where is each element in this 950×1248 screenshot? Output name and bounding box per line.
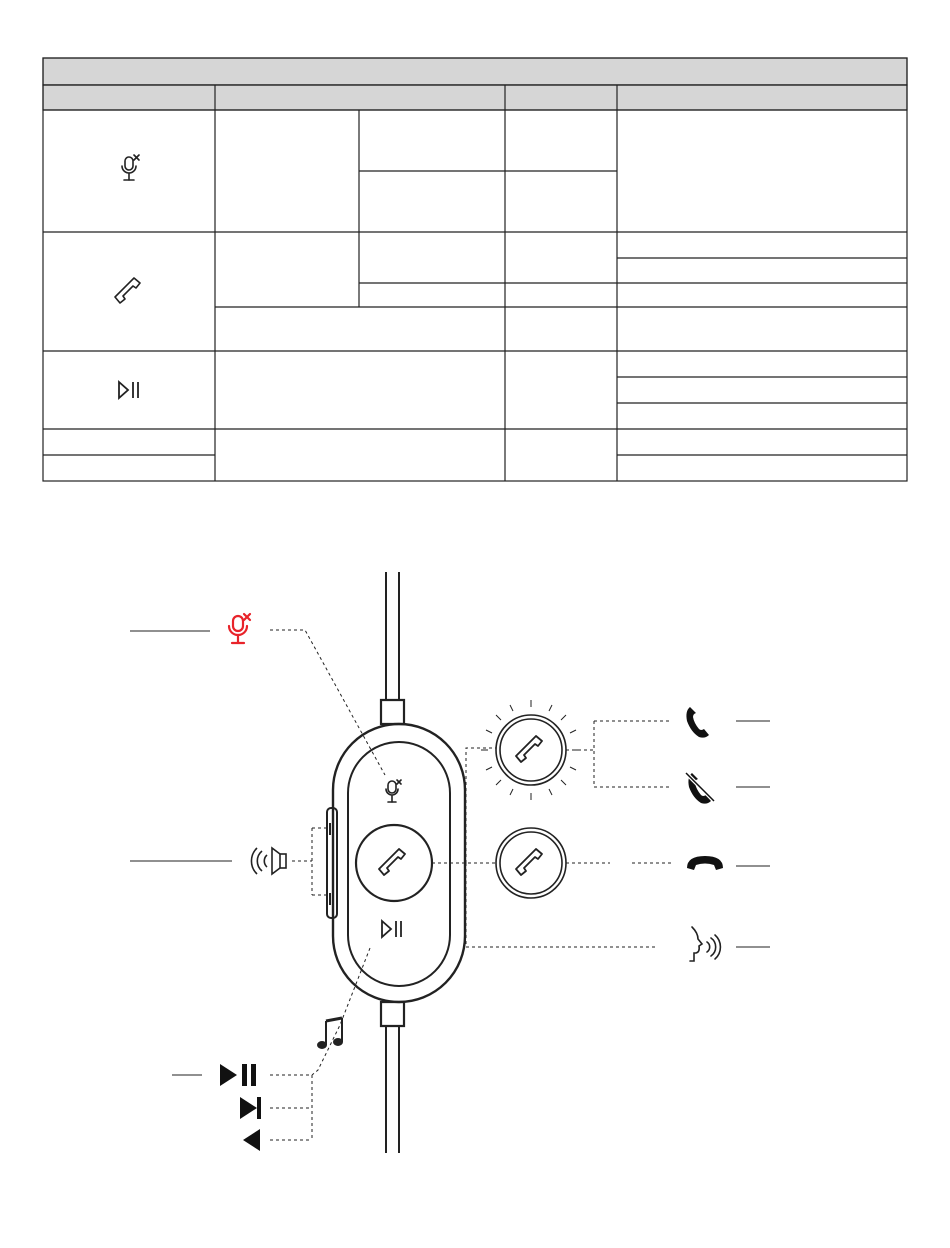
voice-assistant-icon: [690, 927, 720, 961]
next-track-icon: [240, 1097, 261, 1119]
remote-body: [333, 724, 465, 1002]
phone-handset-icon: [516, 849, 542, 875]
phone-end-icon: [687, 856, 723, 870]
phone-answer-icon: [686, 707, 709, 738]
button-function-table: [0, 0, 950, 500]
call-button[interactable]: [356, 825, 432, 901]
speaker-icon: [251, 848, 286, 874]
mic-mute-icon: [122, 155, 139, 180]
play-pause-icon: [119, 382, 138, 398]
remote-face: [348, 742, 450, 986]
call-button-steady: [496, 828, 566, 898]
mic-mute-active-icon: [229, 614, 250, 643]
music-note-icon: [318, 1018, 342, 1048]
phone-reject-icon: [686, 773, 714, 804]
previous-track-icon: [243, 1129, 260, 1151]
mute-button[interactable]: [386, 780, 401, 802]
table-column-header-row: [43, 85, 907, 110]
phone-handset-icon: [379, 849, 405, 875]
phone-handset-icon: [115, 278, 140, 303]
table-title-row: [43, 58, 907, 85]
play-pause-filled-icon: [220, 1064, 256, 1086]
cable: [381, 572, 404, 1153]
volume-rocker[interactable]: [327, 808, 337, 918]
call-button-blinking: [496, 715, 566, 785]
phone-handset-icon: [516, 736, 542, 762]
play-pause-button[interactable]: [382, 921, 401, 937]
